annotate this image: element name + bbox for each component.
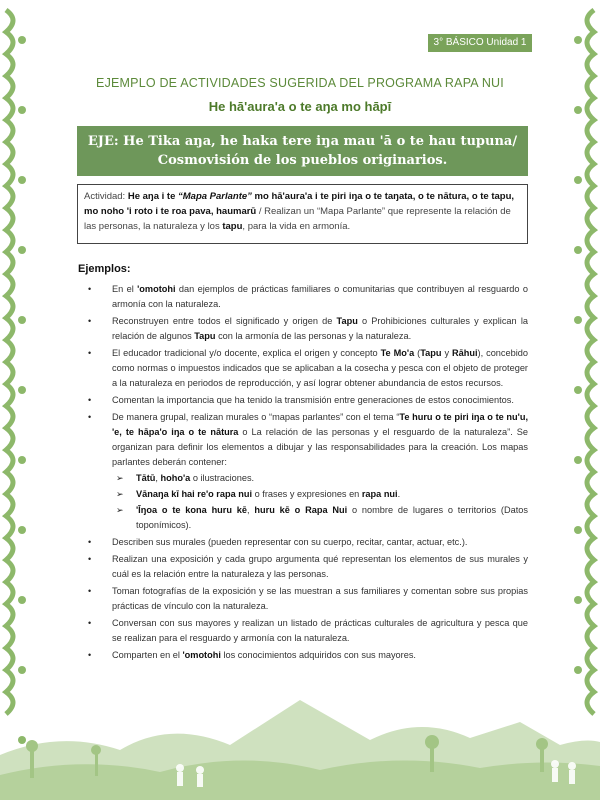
activity-rapanui-1: He aŋa i te	[127, 191, 178, 202]
mural-contents-list	[112, 471, 528, 533]
eje-banner	[77, 126, 528, 176]
sub-list-item	[112, 487, 528, 502]
bullet-icon: •	[88, 650, 92, 660]
right-ornament-border	[560, 0, 600, 760]
activity-box	[77, 184, 528, 244]
bullet-icon: •	[88, 316, 92, 326]
item-text: con la armonía de las personas y la naturaleza.	[215, 331, 412, 341]
item-text: o La relación de las personas y el resguardo de la naturaleza”. Se organizan para definir los elementos a dibujar y las responsabilidades para la creación. Los mapas parlantes deberán contener:	[112, 427, 528, 467]
item-bold: Tātū	[136, 473, 156, 483]
item-bold: Tapu	[194, 331, 216, 341]
item-text: Comparten en el	[112, 650, 183, 660]
activity-label: Actividad:	[84, 191, 128, 202]
item-text: Conversan con sus mayores y realizan un listado de prácticas culturales de agricultura y pesca que se realizan para el resguardo y armonía con la naturaleza.	[112, 618, 528, 643]
item-bold: huru kē o Rapa Nui	[254, 505, 348, 515]
list-item	[86, 535, 528, 550]
item-bold: Tapu	[420, 348, 442, 358]
item-bold: 'Īŋoa o te kona huru kē	[136, 505, 248, 515]
examples-list	[86, 282, 528, 665]
item-bold: Te huru o te piri iŋa o te nu'u, 'e, te hāpa'o iŋa o te nātura	[112, 412, 528, 437]
item-text: o Prohibiciones culturales y explican la relación de algunos	[112, 316, 528, 341]
bullet-icon: •	[88, 554, 92, 564]
left-ornament-border	[0, 0, 40, 760]
bullet-icon: •	[88, 537, 92, 547]
bullet-icon: •	[88, 395, 92, 405]
item-text: Toman fotografías de la exposición y se las muestran a sus familiares y comentan sobre sus propias prácticas de vínculo con la naturaleza.	[112, 586, 528, 611]
arrow-bullet-icon: ➢	[116, 473, 124, 483]
list-item	[86, 552, 528, 582]
item-text: (	[414, 348, 421, 358]
item-bold: Tapu	[336, 316, 358, 326]
item-text: De manera grupal, realizan murales o “mapas parlantes” con el tema “	[112, 412, 400, 422]
item-text: ), concebido como normas o impuestos indicados que se aplicaban a la cosecha y pesca con el objeto de proteger a la naturaleza en periodos de reproducción, y así lograr obtener abundancia de estos recursos.	[112, 348, 528, 388]
list-item	[86, 616, 528, 646]
list-item	[86, 393, 528, 408]
item-text: o ilustraciones.	[190, 473, 255, 483]
bullet-icon: •	[88, 586, 92, 596]
item-bold: 'omotohi	[182, 650, 221, 660]
item-text: o nombre de lugares o territorios (Datos toponímicos).	[136, 505, 528, 530]
bullet-icon: •	[88, 348, 92, 358]
item-bold: 'omotohi	[137, 284, 176, 294]
item-text: ,	[155, 473, 161, 483]
item-bold: rapa nui	[361, 489, 398, 499]
activity-rapanui-italic: “Mapa Parlante”	[178, 191, 252, 202]
arrow-bullet-icon: ➢	[116, 505, 124, 515]
item-text: .	[397, 489, 401, 499]
item-text: los conocimientos adquiridos con sus mayores.	[220, 650, 416, 660]
bullet-icon: •	[88, 284, 92, 294]
activity-spanish-tapu: tapu	[222, 221, 243, 232]
item-text: En el	[112, 284, 138, 294]
item-bold: Te Mo'a	[380, 348, 415, 358]
examples-heading: Ejemplos:	[78, 263, 131, 275]
page-title: EJEMPLO DE ACTIVIDADES SUGERIDA DEL PROGRAMA RAPA NUI	[96, 76, 504, 90]
eje-line-2: Cosmovisión de los pueblos originarios.	[157, 153, 448, 168]
item-text: y	[441, 348, 452, 358]
item-text: o frases y expresiones en	[252, 489, 362, 499]
page-subtitle: He hā'aura'a o te aŋa mo hāpī	[208, 99, 392, 114]
item-bold: Rāhui	[452, 348, 478, 358]
sub-list-item	[112, 503, 528, 533]
arrow-bullet-icon: ➢	[116, 489, 124, 499]
item-text: El educador tradicional y/o docente, explica el origen y concepto	[112, 348, 381, 358]
item-text: ,	[247, 505, 255, 515]
item-bold: Vānaŋa kī hai re'o rapa nui	[136, 489, 253, 499]
activity-rapanui-2: mo hā'aura'a i te piri iŋa o te taŋata, o te nātura, o te tapu, mo noho 'i roto i te roa pava, haumarū	[84, 191, 515, 217]
item-text: Comentan la importancia que ha tenido la transmisión entre generaciones de estos conocimientos.	[112, 395, 514, 405]
bullet-icon: •	[88, 618, 92, 628]
list-item	[86, 282, 528, 312]
item-text: Realizan una exposición y cada grupo argumenta qué representan los elementos de sus murales y cuál es la relación entre la naturaleza y las personas.	[112, 554, 528, 579]
list-item	[86, 346, 528, 391]
activity-spanish-1: / Realizan un “Mapa Parlante” que represente la relación de las personas, la naturaleza y los	[84, 206, 511, 232]
bullet-icon: •	[88, 412, 92, 422]
sub-list-item	[112, 471, 528, 486]
activity-spanish-2: , para la vida en armonía.	[242, 221, 351, 232]
item-text: Reconstruyen entre todos el significado y origen de	[112, 316, 337, 326]
eje-line-1: EJE: He Tika aŋa, he haka tere iŋa mau 'ā o te hau tupuna/	[87, 134, 518, 149]
item-bold: hoho'a	[160, 473, 191, 483]
list-item	[86, 314, 528, 344]
item-text: dan ejemplos de prácticas familiares o comunitarias que contribuyen al resguardo o armonía con la naturaleza.	[112, 284, 528, 309]
item-text: Describen sus murales (pueden representar con su cuerpo, recitar, cantar, actuar, etc.).	[112, 537, 468, 547]
list-item	[86, 584, 528, 614]
grade-unit-tag: 3° BÁSICO Unidad 1	[428, 34, 532, 52]
list-item	[86, 410, 528, 533]
footer-landscape-illustration	[0, 660, 600, 800]
